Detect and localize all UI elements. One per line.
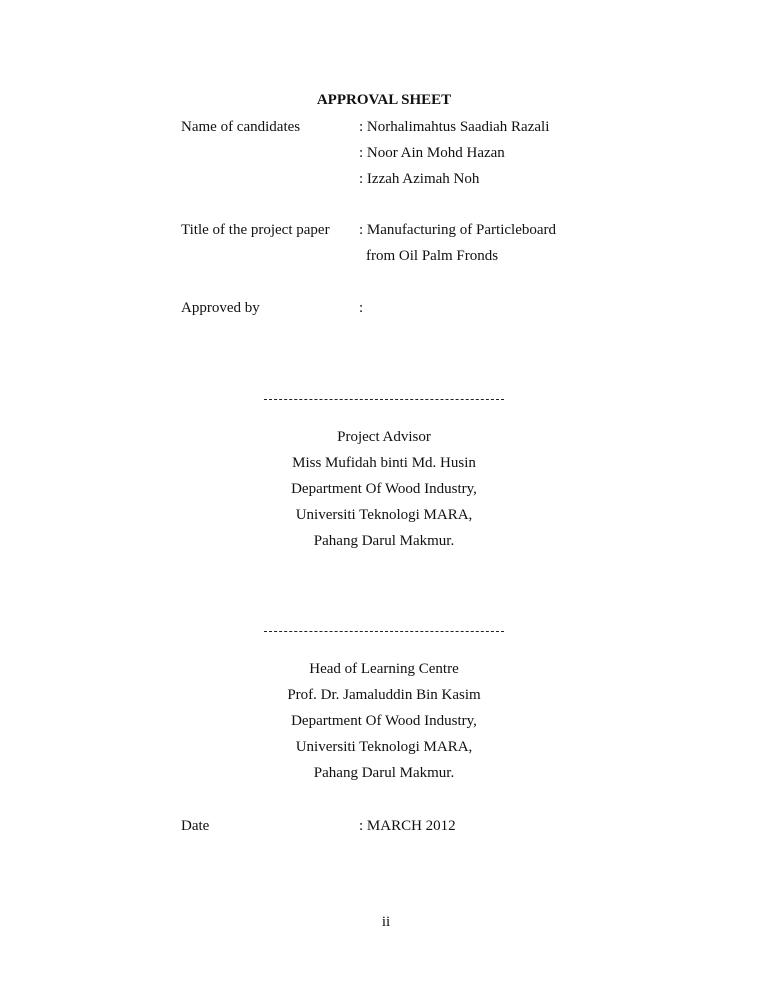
project-title-line-2: from Oil Palm Fronds xyxy=(366,248,499,264)
signatory-role: Project Advisor xyxy=(337,429,431,445)
signatory-department: Department Of Wood Industry, xyxy=(291,713,477,729)
signatory-location: Pahang Darul Makmur. xyxy=(313,533,455,549)
approved-by-label: Approved by xyxy=(181,300,260,316)
signatory-name: Miss Mufidah binti Md. Husin xyxy=(292,455,476,471)
signatory-location: Pahang Darul Makmur. xyxy=(313,765,455,781)
project-title-line-1: : Manufacturing of Particleboard xyxy=(359,222,557,238)
signature-line-advisor xyxy=(264,399,504,401)
signatory-advisor xyxy=(264,430,504,560)
signature-line-head xyxy=(264,631,504,633)
date-value: : MARCH 2012 xyxy=(359,818,456,834)
project-title-label: Title of the project paper xyxy=(181,222,330,238)
page-title: APPROVAL SHEET xyxy=(316,92,452,108)
signatory-head xyxy=(264,662,504,792)
candidate-name-3: : Izzah Azimah Noh xyxy=(359,171,480,187)
signatory-department: Department Of Wood Industry, xyxy=(291,481,477,497)
candidates-label: Name of candidates xyxy=(181,119,301,135)
page-number: ii xyxy=(381,914,391,930)
signatory-university: Universiti Teknologi MARA, xyxy=(295,507,473,523)
date-label: Date xyxy=(181,818,210,834)
approved-by-value: : xyxy=(359,300,364,316)
signatory-university: Universiti Teknologi MARA, xyxy=(295,739,473,755)
candidate-name-2: : Noor Ain Mohd Hazan xyxy=(359,145,505,161)
signatory-role: Head of Learning Centre xyxy=(309,661,459,677)
signatory-name: Prof. Dr. Jamaluddin Bin Kasim xyxy=(287,687,481,703)
candidate-name-1: : Norhalimahtus Saadiah Razali xyxy=(359,119,550,135)
